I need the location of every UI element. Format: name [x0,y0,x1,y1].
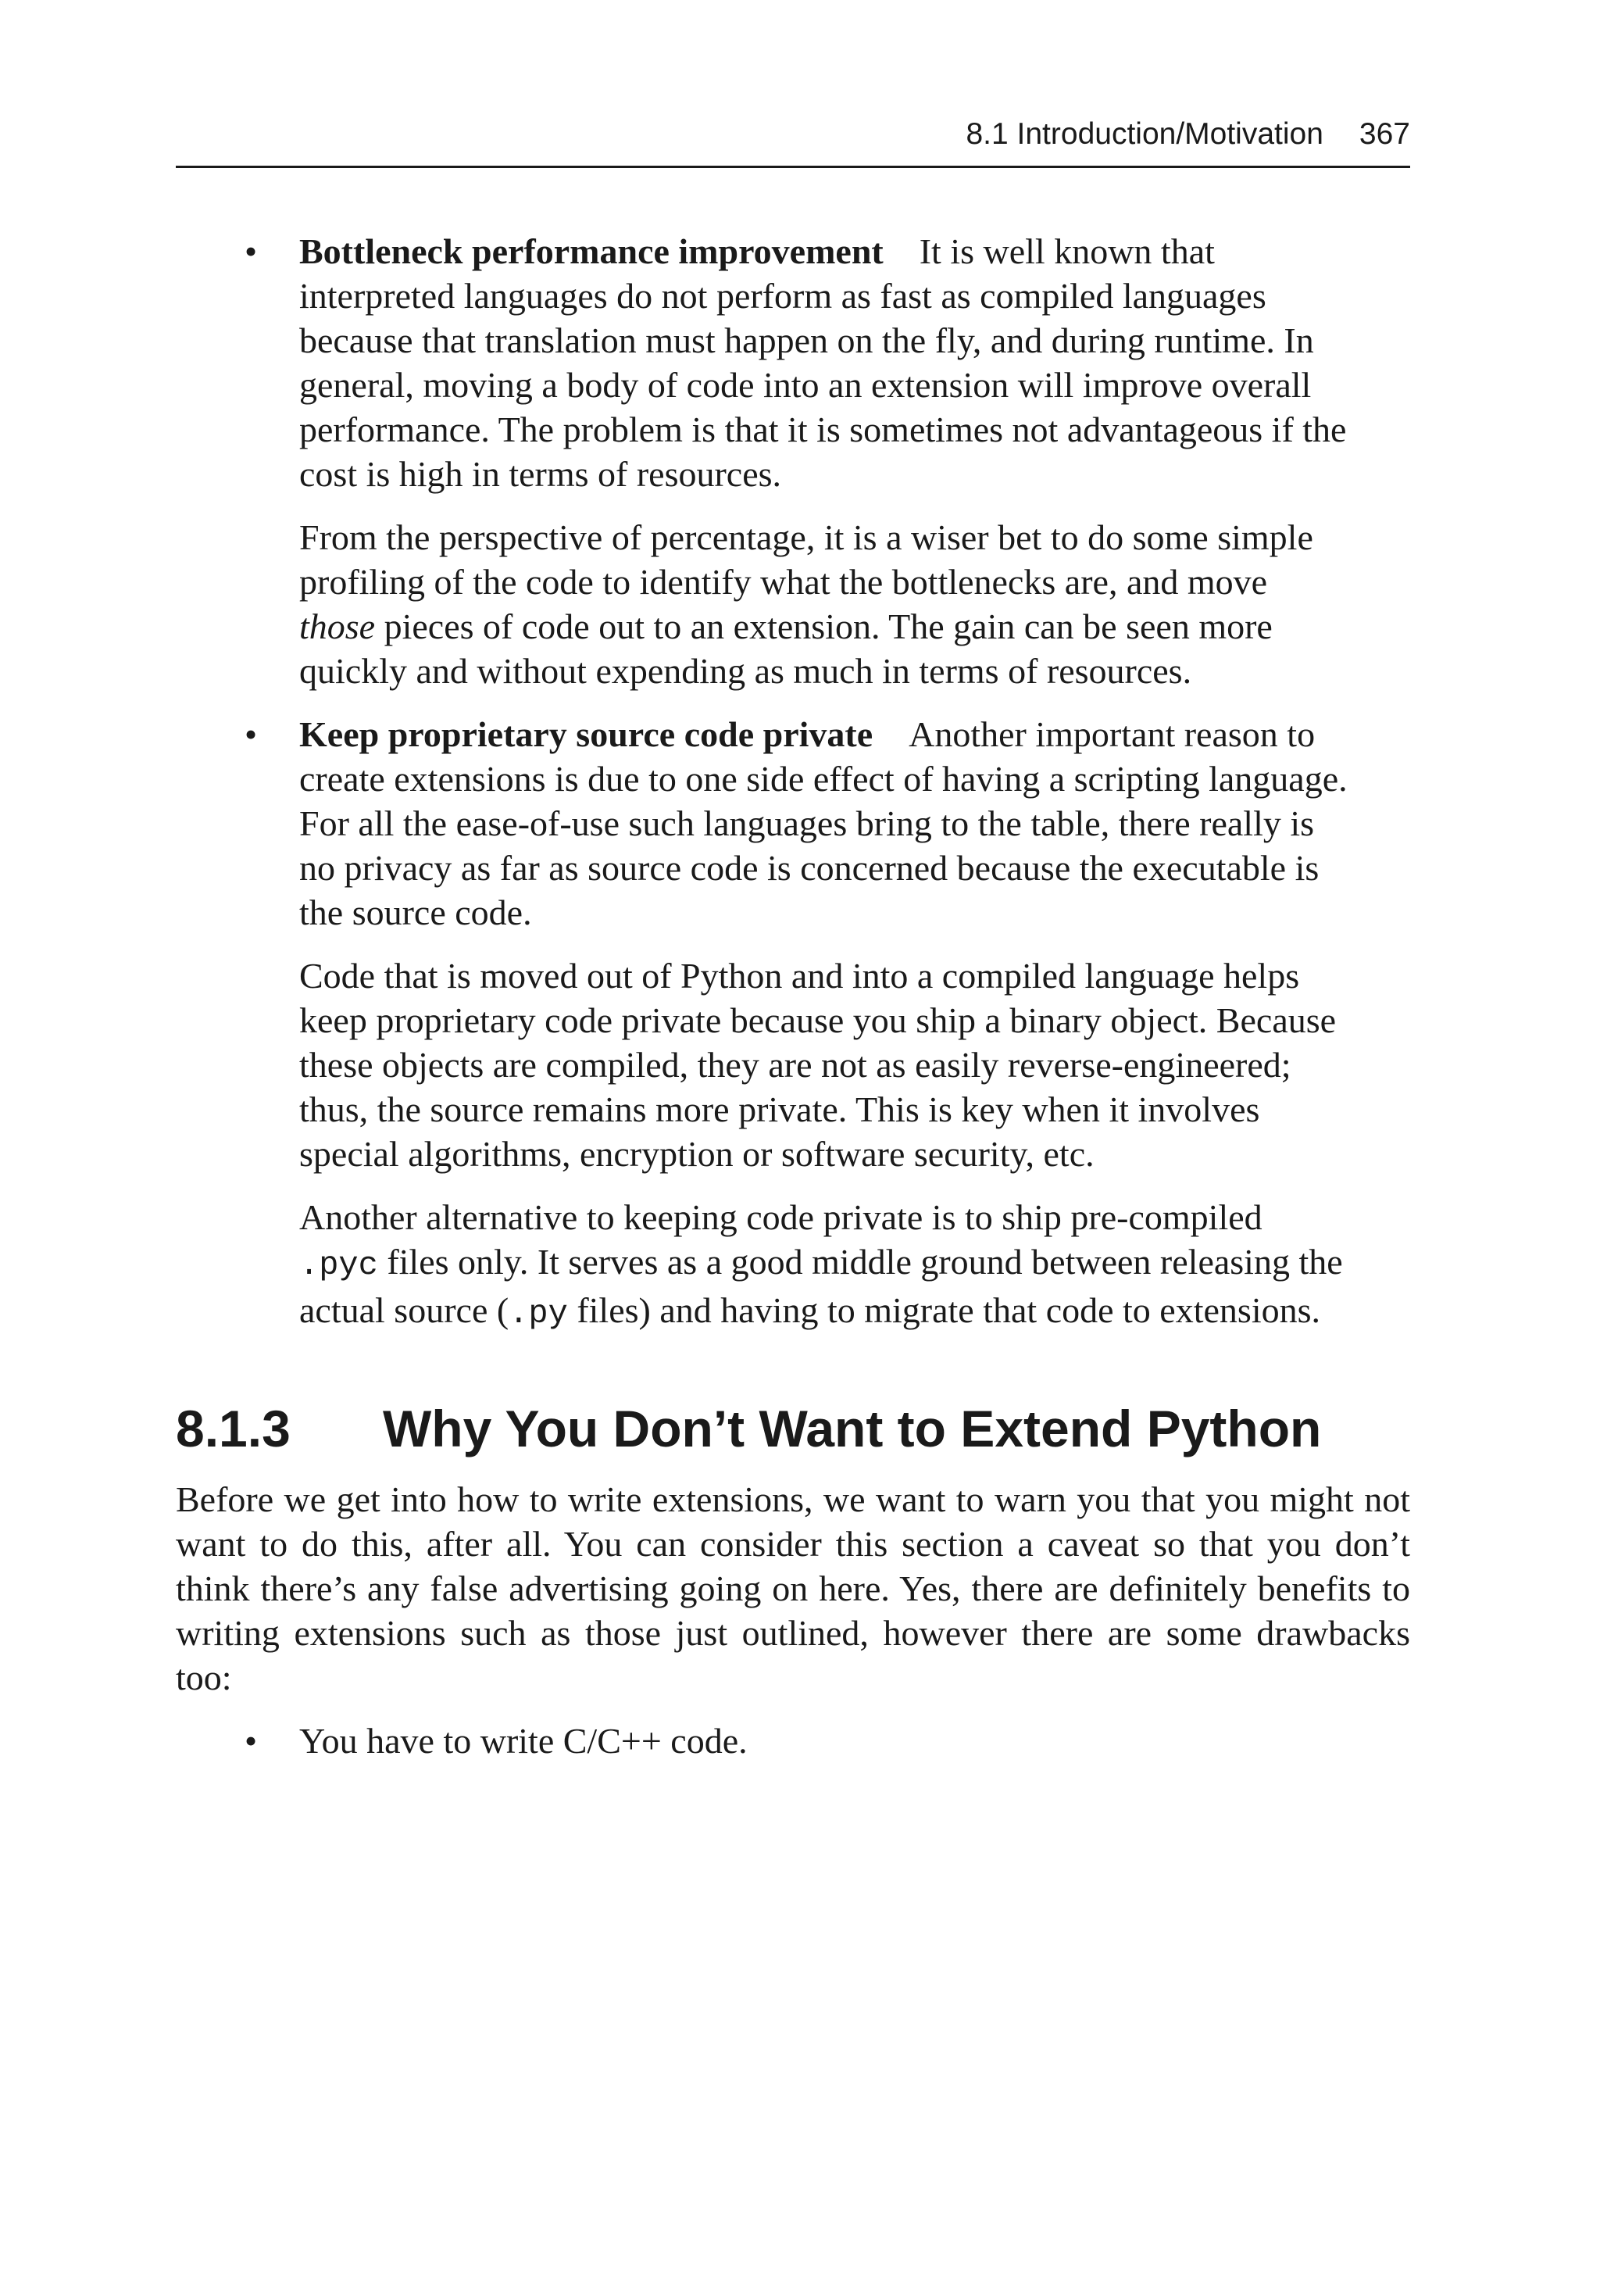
running-header [176,117,1410,168]
emphasis: those [299,606,376,646]
section-title: Why You Don’t Want to Extend Python [383,1400,1322,1457]
page-number: 367 [1359,117,1410,151]
paragraph [299,1195,1348,1336]
paragraph-text: files only. It serves as a good middle ground between releasing the actual source ( [299,1242,1343,1330]
list-item [176,229,1410,693]
bullet-icon: • [245,714,258,754]
paragraph: Code that is moved out of Python and into a compiled language helps keep proprietary code private because you ship a binary object. Because these objects are compiled, they are not as easily reverse-engineered; thus, the source remains more private. This is key when it involves special algorithms, encryption or software security, etc. [299,956,1337,1174]
list-item [176,1718,1410,1763]
section-heading [176,1397,1410,1460]
paragraph [299,515,1348,693]
list-item [176,712,1410,1336]
code-pyc: .pyc [299,1246,378,1284]
section-intro: Before we get into how to write extensions, we want to warn you that you might not want to do this, after all. You can consider this section a caveat so that you don’t think there’s any false advertising going on here. Yes, there are definitely benefits to writing extensions such as those just outlined, however there are some drawbacks too: [176,1479,1410,1697]
bullet-icon: • [245,231,258,271]
drawbacks-list [176,1718,1410,1763]
paragraph-text: pieces of code out to an extension. The gain can be seen more quickly and without expending as much in terms of resources. [299,606,1273,691]
section-number: 8.1.3 [176,1400,291,1457]
paragraph-text: Another alternative to keeping code private is to ship pre-compiled [299,1197,1262,1237]
code-py: .py [509,1295,568,1332]
bullet-icon: • [245,1721,258,1761]
paragraph-text: It is well known that interpreted languages do not perform as fast as compiled languages because that translation must happen on the fly, and during runtime. In general, moving a body of code into an extension will improve overall performance. The problem is that it is sometimes not advantageous if the cost is high in terms of resources. [299,231,1347,494]
reasons-list [176,229,1410,1336]
paragraph-text: From the perspective of percentage, it is a wiser bet to do some simple profiling of the code to identify what the bottlenecks are, and move [299,517,1313,602]
paragraph [299,712,1348,935]
paragraph-text: Another important reason to create extensions is due to one side effect of having a scripting language. For all the ease-of-use such languages bring to the table, there really is no privacy as far as source code is concerned because the executable is the source code. [299,714,1348,932]
running-header-section: 8.1 Introduction/Motivation [966,117,1323,151]
term-bottleneck: Bottleneck performance improvement [299,231,884,271]
book-page [176,117,1410,1782]
paragraph-text: files) and having to migrate that code to extensions. [567,1290,1321,1330]
paragraph [299,229,1348,496]
term-proprietary: Keep proprietary source code private [299,714,873,754]
page-content [176,229,1410,1763]
paragraph: You have to write C/C++ code. [299,1721,748,1761]
